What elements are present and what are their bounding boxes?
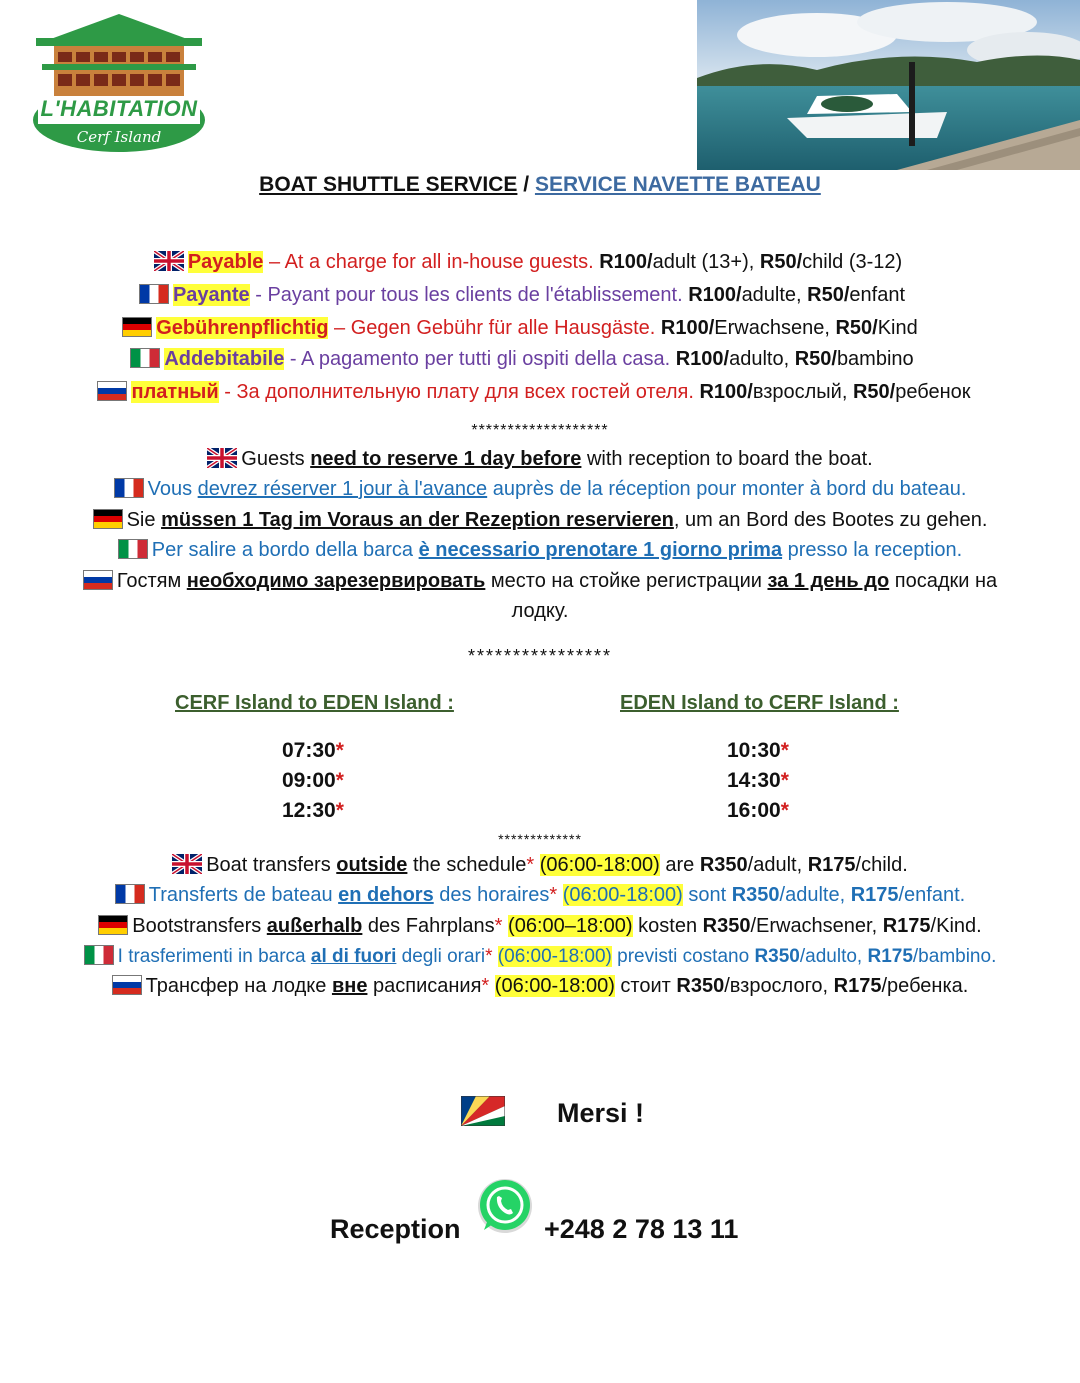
adult-price: R100/ xyxy=(660,317,715,339)
right-schedule-heading: EDEN Island to CERF Island : xyxy=(620,692,899,714)
adult-price: R350 xyxy=(731,884,780,906)
payable-word: Payable xyxy=(187,251,264,273)
left-schedule-times xyxy=(282,736,344,826)
dash: - xyxy=(249,284,268,306)
departure-time: 09:00 xyxy=(282,769,336,792)
payable-line-en xyxy=(0,249,1068,275)
transfer-line-en xyxy=(0,852,1080,878)
reserve-line-de xyxy=(0,507,1080,533)
transfer-text: the schedule xyxy=(407,854,527,876)
separator: ************* xyxy=(498,831,582,847)
child-unit: /enfant. xyxy=(898,884,966,906)
separator: **************** xyxy=(467,646,613,666)
child-price: R175 xyxy=(833,975,882,997)
adult-price: R100/ xyxy=(699,381,753,403)
time-entry xyxy=(282,766,344,796)
uk-flag-icon xyxy=(207,448,237,468)
payable-line-ru xyxy=(0,379,1074,405)
reserve-line-en xyxy=(0,446,1080,472)
adult-price: R350 xyxy=(754,946,800,967)
boat-photo-graphic xyxy=(697,0,1080,170)
separator: ******************* xyxy=(471,422,609,439)
child-price: R175 xyxy=(850,884,899,906)
logo-subtitle: Cerf Island xyxy=(76,128,162,146)
transfer-text: degli xyxy=(396,946,442,967)
germany-flag-icon xyxy=(93,509,123,529)
child-price: R175 xyxy=(882,915,931,937)
uk-flag-icon xyxy=(172,854,202,874)
reserve-emphasis: необходимо зарезервировать xyxy=(186,570,486,592)
uk-flag-icon xyxy=(154,251,184,271)
transfer-text: kosten xyxy=(632,915,703,937)
payable-text: За дополнительную плату для всех гостей отеля. xyxy=(236,381,700,403)
reserve-text: Per salire a bordo della barca xyxy=(151,539,419,561)
france-flag-icon xyxy=(114,478,144,498)
time-entry xyxy=(282,736,344,766)
payable-word: Payante xyxy=(172,284,250,306)
child-unit: child (3-12) xyxy=(802,251,903,273)
asterisk: * xyxy=(335,799,344,822)
transfer-line-fr xyxy=(0,882,1080,908)
child-unit: ребенок xyxy=(895,381,971,403)
logo-name: L'HABITATION xyxy=(40,96,198,121)
transfer-line-it xyxy=(0,944,1080,970)
adult-price: R350 xyxy=(702,915,751,937)
hours-highlight: (06:00-18:00) xyxy=(497,946,612,967)
payable-text: Payant pour tous les clients de l'établissement. xyxy=(267,284,689,306)
child-price: R50/ xyxy=(759,251,803,273)
left-schedule-heading: CERF Island to EDEN Island : xyxy=(175,692,454,714)
adult-unit: /adult, xyxy=(747,854,808,876)
departure-time: 14:30 xyxy=(727,769,781,792)
asterisk: * xyxy=(780,799,789,822)
boat-photo xyxy=(697,0,1080,170)
reserve-text: Guests xyxy=(241,448,311,470)
child-unit: Kind xyxy=(877,317,918,339)
transfer-text: Transferts de bateau xyxy=(148,884,339,906)
reserve-line-fr xyxy=(0,476,1080,502)
departure-time: 16:00 xyxy=(727,799,781,822)
payable-text: At a charge for all in-house guests. xyxy=(284,251,600,273)
hours-highlight: (06:00–18:00) xyxy=(508,915,633,937)
transfer-text: are xyxy=(659,854,700,876)
departure-time: 10:30 xyxy=(727,739,781,762)
seychelles-flag-icon xyxy=(461,1096,505,1126)
child-unit: /Kind. xyxy=(930,915,982,937)
adult-price: R350 xyxy=(676,975,725,997)
transfer-text: Boat transfers xyxy=(206,854,337,876)
child-price: R175 xyxy=(807,854,856,876)
hours-highlight: (06:00-18:00) xyxy=(562,884,683,906)
asterisk: * xyxy=(494,915,503,937)
child-price: R50/ xyxy=(835,317,878,339)
payable-word: Gebührenpflichtig xyxy=(156,317,329,339)
transfer-line-ru xyxy=(0,973,1080,999)
transfer-text: previsti costano xyxy=(611,946,755,967)
asterisk: * xyxy=(335,739,344,762)
adult-price: R350 xyxy=(699,854,748,876)
transfer-text: расписания xyxy=(367,975,482,997)
asterisk: * xyxy=(780,739,789,762)
france-flag-icon xyxy=(115,884,145,904)
transfer-text: I trasferimenti in barca xyxy=(117,946,311,967)
child-unit: /child. xyxy=(855,854,908,876)
departure-time: 07:30 xyxy=(282,739,336,762)
asterisk: * xyxy=(549,884,558,906)
adult-unit: adulto, xyxy=(729,348,795,370)
payable-word: платный xyxy=(131,381,219,403)
child-price: R50/ xyxy=(852,381,896,403)
child-price: R50/ xyxy=(794,348,837,370)
reserve-line-ru xyxy=(0,568,1080,594)
right-schedule-times xyxy=(727,736,789,826)
reception-phone[interactable]: +248 2 78 13 11 xyxy=(544,1214,739,1244)
italy-flag-icon xyxy=(84,945,114,965)
transfer-text: des Fahrplans xyxy=(362,915,495,937)
transfer-emphasis: вне xyxy=(331,975,368,997)
russia-flag-icon xyxy=(83,570,113,590)
reserve-text: presso la reception. xyxy=(782,539,963,561)
reserve-text: Гостям xyxy=(116,570,187,592)
child-unit: enfant xyxy=(849,284,906,306)
transfer-text: sont xyxy=(682,884,732,906)
reserve-text: Vous xyxy=(147,478,198,500)
reserve-text: auprès de la réception pour monter à bord du bateau. xyxy=(487,478,967,500)
france-flag-icon xyxy=(139,284,169,304)
reserve-emphasis: за 1 день до xyxy=(767,570,890,592)
page-title xyxy=(0,172,1080,198)
adult-price: R100/ xyxy=(688,284,742,306)
child-price: R50/ xyxy=(807,284,850,306)
adult-unit: /adulto, xyxy=(799,946,868,967)
dash: – xyxy=(328,317,351,339)
whatsapp-icon xyxy=(474,1176,536,1243)
transfer-text: Bootstransfers xyxy=(132,915,267,937)
transfer-emphasis: außerhalb xyxy=(266,915,363,937)
italy-flag-icon xyxy=(118,539,148,559)
reserve-text: with reception to board the boat. xyxy=(581,448,873,470)
reserve-emphasis: è necessario prenotare 1 giorno prima xyxy=(418,539,783,561)
russia-flag-icon xyxy=(112,975,142,995)
reserve-line-it xyxy=(0,537,1080,563)
asterisk: * xyxy=(526,854,535,876)
italy-flag-icon xyxy=(130,348,160,368)
payable-word: Addebitabile xyxy=(164,348,285,370)
hotel-logo xyxy=(28,12,210,154)
time-entry xyxy=(282,796,344,826)
thanks-text: Mersi ! xyxy=(557,1098,645,1128)
reserve-emphasis: müssen 1 Tag im Voraus an der Rezeption reservieren xyxy=(161,509,674,531)
dash: - xyxy=(284,348,302,370)
payable-line-fr xyxy=(0,282,1062,308)
germany-flag-icon xyxy=(98,915,128,935)
reserve-line-ru-cont: лодку. xyxy=(511,600,569,622)
payable-line-de xyxy=(0,315,1060,341)
reserve-emphasis: devrez réserver 1 jour à l'avance xyxy=(197,478,488,500)
reception-label: Reception xyxy=(330,1214,461,1244)
russia-flag-icon xyxy=(97,381,127,401)
adult-unit: /Erwachsener, xyxy=(750,915,883,937)
transfer-emphasis: en dehors xyxy=(338,884,434,906)
child-unit: /bambino. xyxy=(912,946,997,967)
adult-unit: adult (13+), xyxy=(652,251,760,273)
transfer-line-de xyxy=(0,913,1080,939)
title-fr: SERVICE NAVETTE BATEAU xyxy=(534,173,821,196)
adult-unit: Erwachsene, xyxy=(714,317,836,339)
transfer-text: Трансфер на лодке xyxy=(145,975,332,997)
adult-unit: adulte, xyxy=(741,284,808,306)
dash: – xyxy=(263,251,285,273)
reserve-text: , um an Bord des Bootes zu gehen. xyxy=(673,509,988,531)
asterisk: * xyxy=(335,769,344,792)
payable-text: Gegen Gebühr für alle Hausgäste. xyxy=(350,317,661,339)
payable-line-it xyxy=(0,346,1062,372)
adult-unit: взрослый, xyxy=(752,381,853,403)
hours-highlight: (06:00-18:00) xyxy=(494,975,615,997)
reserve-emphasis: need to reserve 1 day before xyxy=(310,448,582,470)
transfer-emphasis: outside xyxy=(336,854,408,876)
asterisk: * xyxy=(780,769,789,792)
time-entry xyxy=(727,766,789,796)
title-en: BOAT SHUTTLE SERVICE xyxy=(259,173,518,196)
transfer-emphasis: al di fuori xyxy=(310,946,397,967)
child-unit: /ребенка. xyxy=(881,975,969,997)
adult-unit: /adulte, xyxy=(779,884,851,906)
germany-flag-icon xyxy=(122,317,152,337)
reserve-text: место на стойке регистрации xyxy=(485,570,768,592)
reserve-text: посадки на xyxy=(889,570,998,592)
transfer-text: orari xyxy=(441,946,486,967)
transfer-text: стоит xyxy=(614,975,677,997)
asterisk: * xyxy=(485,946,493,967)
payable-text: A pagamento per tutti gli ospiti della casa. xyxy=(301,348,676,370)
transfer-text: des horaires xyxy=(433,884,550,906)
time-entry xyxy=(727,796,789,826)
adult-price: R100/ xyxy=(675,348,730,370)
dash: - xyxy=(218,381,237,403)
child-unit: bambino xyxy=(836,348,914,370)
adult-price: R100/ xyxy=(599,251,653,273)
reserve-text: Sie xyxy=(126,509,162,531)
hours-highlight: (06:00-18:00) xyxy=(539,854,660,876)
departure-time: 12:30 xyxy=(282,799,336,822)
title-separator: / xyxy=(517,173,535,196)
child-price: R175 xyxy=(867,946,913,967)
adult-unit: /взрослого, xyxy=(724,975,834,997)
asterisk: * xyxy=(481,975,490,997)
time-entry xyxy=(727,736,789,766)
